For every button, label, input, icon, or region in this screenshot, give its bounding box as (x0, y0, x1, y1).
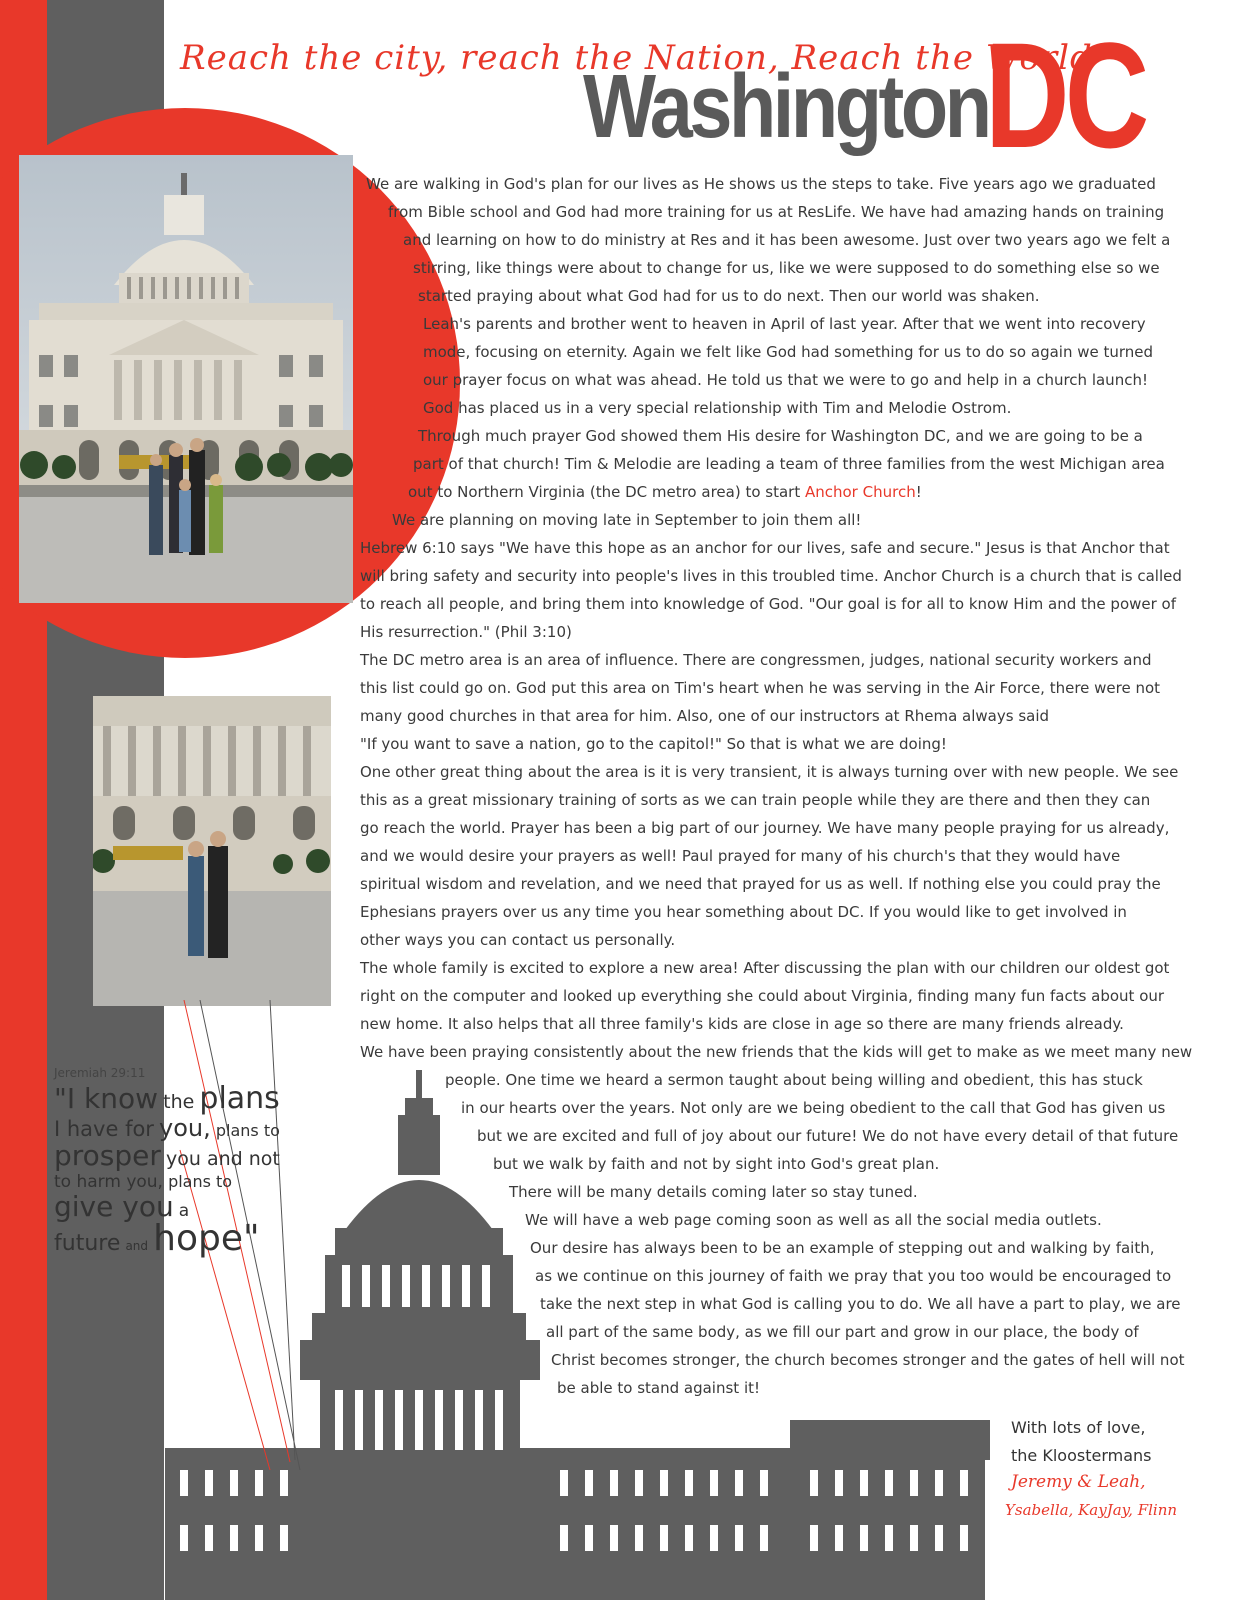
verse-word: and (125, 1239, 149, 1253)
body-line: part of that church! Tim & Melodie are leading a team of three families from the west Michigan area (413, 455, 1165, 473)
body-line: be able to stand against it! (557, 1379, 761, 1397)
body-line: spiritual wisdom and revelation, and we need that prayed for us as well. If nothing else you could pray the (360, 875, 1161, 893)
signature-children: Ysabella, KayJay, Flinn (1005, 1501, 1178, 1519)
signature-closing: With lots of love, (1011, 1418, 1146, 1437)
body-line: Hebrew 6:10 says "We have this hope as an anchor for our lives, safe and secure." Jesus is that Anchor that (360, 539, 1170, 557)
tagline: Reach the city, reach the Nation, Reach the World (180, 38, 1093, 78)
body-line: We will have a web page coming soon as well as all the social media outlets. (525, 1211, 1102, 1229)
body-line: people. One time we heard a sermon taught about being willing and obedient, this has stuck (445, 1071, 1143, 1089)
body-line: to reach all people, and bring them into knowledge of God. "Our goal is for all to know Him and the power of (360, 595, 1177, 613)
body-line: The DC metro area is an area of influence. There are congressmen, judges, national security workers and (360, 651, 1152, 669)
body-line: new home. It also helps that all three family's kids are close in age so there are many friends already. (360, 1015, 1124, 1033)
body-line: our prayer focus on what was ahead. He told us that we were to go and help in a church launch! (423, 371, 1148, 389)
body-line: and learning on how to do ministry at Res and it has been awesome. Just over two years ago we felt a (403, 231, 1171, 249)
body-line: this list could go on. God put this area on Tim's heart when he was serving in the Air Force, there were not (360, 679, 1161, 697)
verse-word: "I know (54, 1082, 159, 1115)
body-line: Through much prayer God showed them His desire for Washington DC, and we are going to be a (418, 427, 1143, 445)
capitol-couple-photo (93, 696, 331, 1006)
verse-word: prosper (54, 1139, 161, 1172)
body-line: other ways you can contact us personally. (360, 931, 676, 949)
body-line-text: out to Northern Virginia (the DC metro area) to start (408, 483, 805, 501)
body-line: but we are excited and full of joy about our future! We do not have every detail of that future (477, 1127, 1179, 1145)
page-title-dc: DC (985, 11, 1145, 179)
verse-word: to harm you, (54, 1172, 163, 1192)
verse-word: you, (159, 1114, 211, 1142)
body-line: Christ becomes stronger, the church becomes stronger and the gates of hell will not (551, 1351, 1185, 1369)
body-line: One other great thing about the area is it is very transient, it is always turning over with new people. We see (360, 763, 1179, 781)
body-line: go reach the world. Prayer has been a big part of our journey. We have many people praying for us already, (360, 819, 1170, 837)
page-title-washington: Washington (583, 57, 989, 157)
verse-word: hope" (153, 1218, 260, 1259)
body-line (408, 482, 922, 502)
signature-names: Jeremy & Leah, (1011, 1472, 1146, 1492)
body-line: and we would desire your prayers as well! Paul prayed for many of his church's that they would have (360, 847, 1121, 865)
body-line: right on the computer and looked up everything she could about Virginia, finding many fun facts about our (360, 987, 1165, 1005)
body-line: will bring safety and security into people's lives in this troubled time. Anchor Church is a church that is called (360, 567, 1182, 585)
body-line: but we walk by faith and not by sight into God's great plan. (493, 1155, 940, 1173)
capitol-family-photo (19, 155, 353, 603)
verse-word: a (178, 1201, 190, 1221)
body-line: in our hearts over the years. Not only are we being obedient to the call that God has given us (461, 1099, 1166, 1117)
body-line: "If you want to save a nation, go to the capitol!" So that is what we are doing! (360, 735, 947, 753)
body-line: Our desire has always been to be an example of stepping out and walking by faith, (530, 1239, 1155, 1257)
verse-reference: Jeremiah 29:11 (54, 1066, 146, 1080)
body-line: stirring, like things were about to change for us, like we were supposed to do something else so we (413, 259, 1160, 277)
body-line: God has placed us in a very special relationship with Tim and Melodie Ostrom. (423, 399, 1012, 417)
body-line: The whole family is excited to explore a new area! After discussing the plan with our children our oldest got (360, 959, 1170, 977)
body-line: Leah's parents and brother went to heaven in April of last year. After that we went into recovery (423, 315, 1146, 333)
verse-word: the (163, 1091, 195, 1113)
verse-word: give you (54, 1190, 174, 1223)
body-line: Ephesians prayers over us any time you hear something about DC. If you would like to get involved in (360, 903, 1127, 921)
verse-word: you and not (166, 1148, 280, 1170)
body-line: We are planning on moving late in September to join them all! (392, 511, 862, 529)
body-line: His resurrection." (Phil 3:10) (360, 623, 572, 641)
body-line: We have been praying consistently about the new friends that the kids will get to make as we meet many new (360, 1043, 1193, 1061)
signature-family: the Kloostermans (1011, 1446, 1152, 1465)
body-line: many good churches in that area for him. Also, one of our instructors at Rhema always said (360, 707, 1050, 725)
body-line: all part of the same body, as we fill our part and grow in our place, the body of (546, 1323, 1139, 1341)
verse-word: future (54, 1231, 121, 1256)
body-line: We are walking in God's plan for our lives as He shows us the steps to take. Five years ago we graduated (366, 175, 1156, 193)
body-line: take the next step in what God is calling you to do. We all have a part to play, we are (540, 1295, 1181, 1313)
verse-word: I have for (54, 1117, 154, 1141)
verse-word: plans to (168, 1172, 233, 1191)
body-line: started praying about what God had for us to do next. Then our world was shaken. (418, 287, 1040, 305)
body-line: this as a great missionary training of sorts as we can train people while they are there and then they can (360, 791, 1151, 809)
link-suffix: ! (915, 483, 922, 501)
body-line: mode, focusing on eternity. Again we felt like God had something for us to do so again we turned (423, 343, 1154, 361)
verse-word: plans (199, 1081, 280, 1116)
body-line: as we continue on this journey of faith we pray that you too would be encouraged to (535, 1267, 1172, 1285)
verse-quote (54, 1080, 280, 1257)
body-line: There will be many details coming later so stay tuned. (509, 1183, 918, 1201)
verse-word: plans to (215, 1121, 280, 1140)
body-line: from Bible school and God had more training for us at ResLife. We have had amazing hands on training (388, 203, 1165, 221)
anchor-church-link[interactable]: Anchor Church (804, 483, 916, 501)
